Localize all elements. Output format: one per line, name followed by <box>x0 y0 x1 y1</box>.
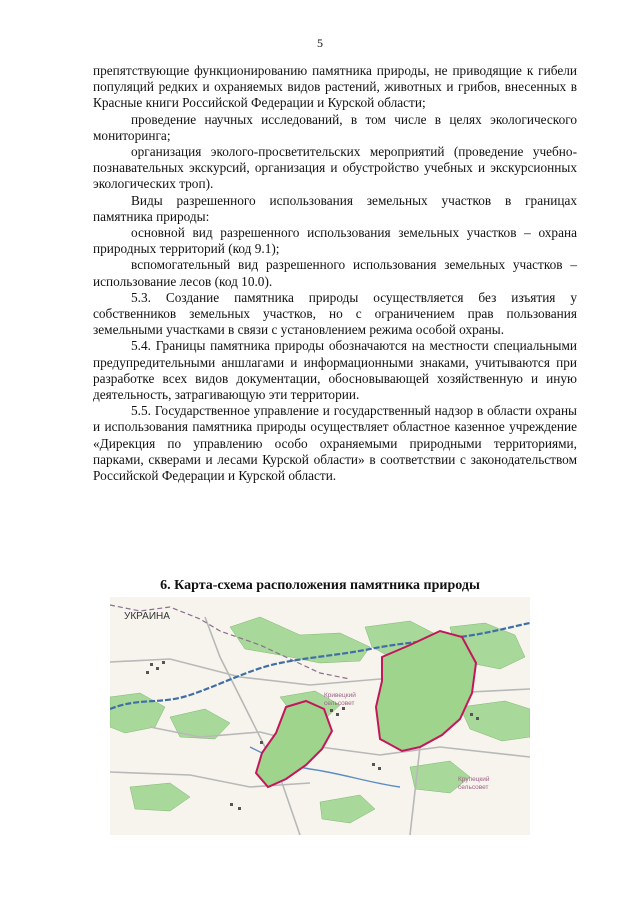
location-map <box>110 597 530 835</box>
section-heading: 6. Карта-схема расположения памятника природы <box>160 578 480 593</box>
paragraph: Виды разрешенного использования земельных участков в границах памятника природы: <box>93 192 577 224</box>
council-label: Кривецкий <box>324 692 356 699</box>
paragraph: организация эколого-просветительских мероприятий (проведение учебно-познавательных экскурсий, организация и обустройство учебных и экскурсионных экологических троп). <box>93 144 577 192</box>
paragraph: проведение научных исследований, в том числе в целях экологического мониторинга; <box>93 111 577 143</box>
paragraph: основной вид разрешенного использования земельных участков – охрана природных территорий (код 9.1); <box>93 225 577 257</box>
paragraph: 5.5. Государственное управление и государственный надзор в области охраны и использования памятника природы осуществляет областное казенное учреждение «Дирекция по управлению особо охраняемыми природными территориями, парками, скверами и лесами Курской области» в соответствии с законодательством Российской Федерации и Курской области. <box>93 403 577 484</box>
page-number: 5 <box>317 36 323 50</box>
paragraph: вспомогательный вид разрешенного использования земельных участков – использование лесов (код 10.0). <box>93 257 577 289</box>
paragraph: препятствующие функционированию памятника природы, не приводящие к гибели популяций редких и охраняемых видов растений, животных и грибов, внесенных в Красные книги Российской Федерации и Курской области; <box>93 63 577 111</box>
council-label: Крупецкий <box>458 776 490 783</box>
paragraph: 5.3. Создание памятника природы осуществляется без изъятия у собственников земельных участков, но с ограничением прав пользования земельными участками в связи с установлением режима особой охраны. <box>93 289 577 338</box>
paragraph: 5.4. Границы памятника природы обозначаются на местности специальными предупредительными аншлагами и информационными знаками, учитываются при разработке всех видов документации, обосновывающей хозяйственную и иную деятельность, затрагивающую эти территории. <box>93 338 577 403</box>
document-body <box>93 63 577 484</box>
council-label: сельсовет <box>324 700 355 707</box>
council-label: сельсовет <box>458 784 489 791</box>
country-label: УКРАИНА <box>124 611 170 622</box>
